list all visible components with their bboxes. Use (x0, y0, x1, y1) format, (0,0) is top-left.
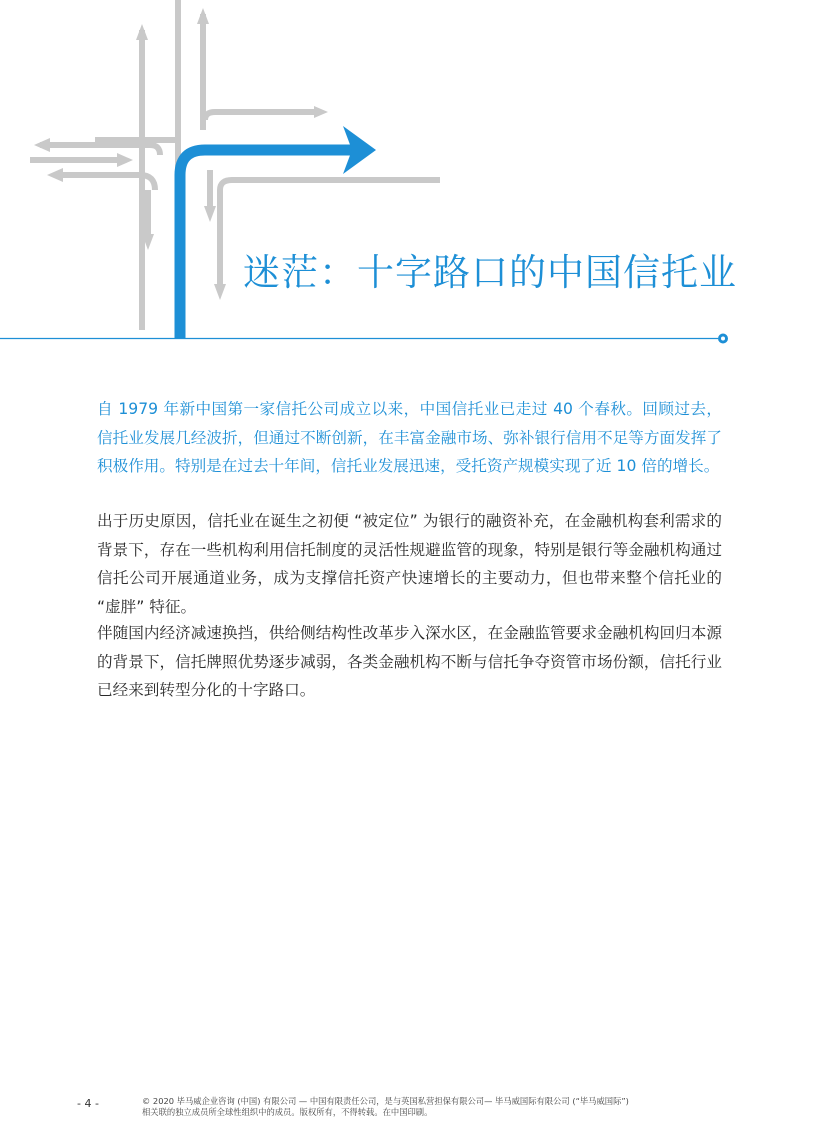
body-paragraph-3: 伴随国内经济减速换挡，供给侧结构性改革步入深水区，在金融监管要求金融机构回归本源的背景下，信托牌照优势逐步减弱，各类金融机构不断与信托争夺资管市场份额，信托行业已经来到转型分化的十字路口。 (97, 624, 722, 700)
crossroads-arrows-graphic (0, 0, 813, 350)
copyright-line-1: © 2020 毕马威企业咨询 (中国) 有限公司 — 中国有限责任公司，是与英国私营担保有限公司— 毕马威国际有限公司 (“毕马威国际”) (142, 1096, 629, 1106)
body-paragraph-2: 出于历史原因，信托业在诞生之初便 “被定位” 为银行的融资补充，在金融机构套利需求的背景下，存在一些机构利用信托制度的灵活性规避监管的现象，特别是银行等金融机构通过信托公司开展通道业务，成为支撑信托资产快速增长的主要动力，但也带来整个信托业的 “虚胖” 特征。 (97, 512, 722, 616)
gray-arrow-right-2 (205, 112, 318, 120)
page-number: - 4 - (77, 1097, 99, 1110)
copyright-line-2: 相关联的独立成员所全球性组织中的成员。版权所有，不得转载。在中国印刷。 (142, 1107, 433, 1117)
footer-copyright (142, 1096, 762, 1118)
gray-arrow-down-3 (220, 180, 440, 190)
intro-paragraph: 自 1979 年新中国第一家信托公司成立以来，中国信托业已走过 40 个春秋。回顾过去，信托业发展几经波折，但通过不断创新，在丰富金融市场、弥补银行信用不足等方面发挥了积极作用。特别是在过去十年间，信托业发展迅速，受托资产规模实现了近 10 倍的增长。 (97, 400, 722, 476)
page-title: 迷茫：十字路口的中国信托业 (243, 251, 737, 294)
